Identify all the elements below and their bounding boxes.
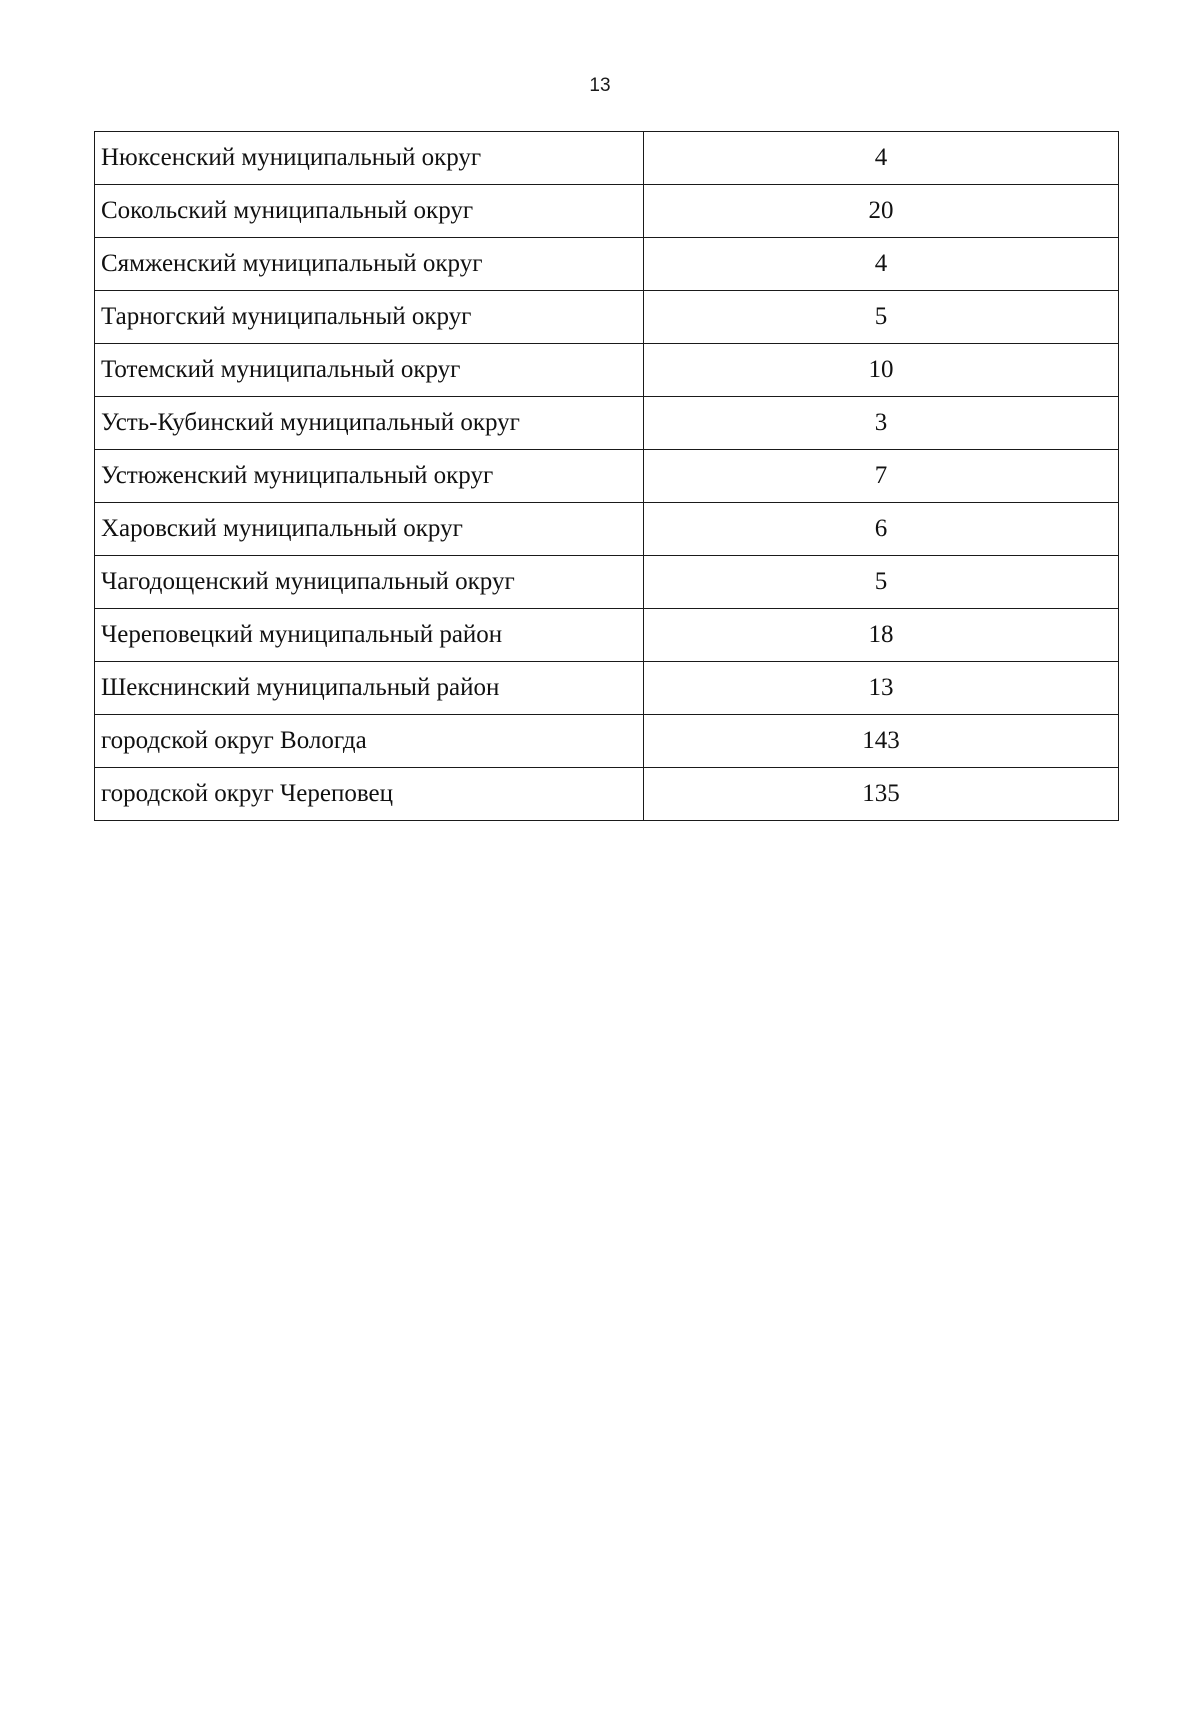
municipality-name-cell: Нюксенский муниципальный округ bbox=[95, 132, 644, 185]
value-cell: 3 bbox=[644, 397, 1119, 450]
value-cell: 10 bbox=[644, 344, 1119, 397]
table-row bbox=[95, 132, 1119, 185]
value-cell: 4 bbox=[644, 238, 1119, 291]
table-row bbox=[95, 397, 1119, 450]
table-row bbox=[95, 238, 1119, 291]
municipality-name-cell: Тотемский муниципальный округ bbox=[95, 344, 644, 397]
municipality-name-cell: Устюженский муниципальный округ bbox=[95, 450, 644, 503]
table-row bbox=[95, 715, 1119, 768]
municipality-name-cell: Тарногский муниципальный округ bbox=[95, 291, 644, 344]
table-row bbox=[95, 185, 1119, 238]
table-row bbox=[95, 609, 1119, 662]
municipality-name-cell: Сямженский муниципальный округ bbox=[95, 238, 644, 291]
value-cell: 7 bbox=[644, 450, 1119, 503]
municipality-name-cell: Усть-Кубинский муниципальный округ bbox=[95, 397, 644, 450]
value-cell: 135 bbox=[644, 768, 1119, 821]
municipality-table bbox=[94, 131, 1119, 821]
value-cell: 143 bbox=[644, 715, 1119, 768]
value-cell: 4 bbox=[644, 132, 1119, 185]
table-row bbox=[95, 556, 1119, 609]
page-number: 13 bbox=[589, 75, 611, 96]
table-row bbox=[95, 344, 1119, 397]
value-cell: 13 bbox=[644, 662, 1119, 715]
municipality-name-cell: Шекснинский муниципальный район bbox=[95, 662, 644, 715]
municipality-name-cell: городской округ Череповец bbox=[95, 768, 644, 821]
municipality-name-cell: Харовский муниципальный округ bbox=[95, 503, 644, 556]
table-row bbox=[95, 291, 1119, 344]
table-row bbox=[95, 662, 1119, 715]
table-row bbox=[95, 450, 1119, 503]
value-cell: 6 bbox=[644, 503, 1119, 556]
table-body bbox=[95, 132, 1119, 821]
municipality-name-cell: Чагодощенский муниципальный округ bbox=[95, 556, 644, 609]
table-row bbox=[95, 503, 1119, 556]
value-cell: 20 bbox=[644, 185, 1119, 238]
municipality-name-cell: городской округ Вологда bbox=[95, 715, 644, 768]
value-cell: 5 bbox=[644, 291, 1119, 344]
table-row bbox=[95, 768, 1119, 821]
municipality-name-cell: Череповецкий муниципальный район bbox=[95, 609, 644, 662]
value-cell: 5 bbox=[644, 556, 1119, 609]
value-cell: 18 bbox=[644, 609, 1119, 662]
municipality-name-cell: Сокольский муниципальный округ bbox=[95, 185, 644, 238]
